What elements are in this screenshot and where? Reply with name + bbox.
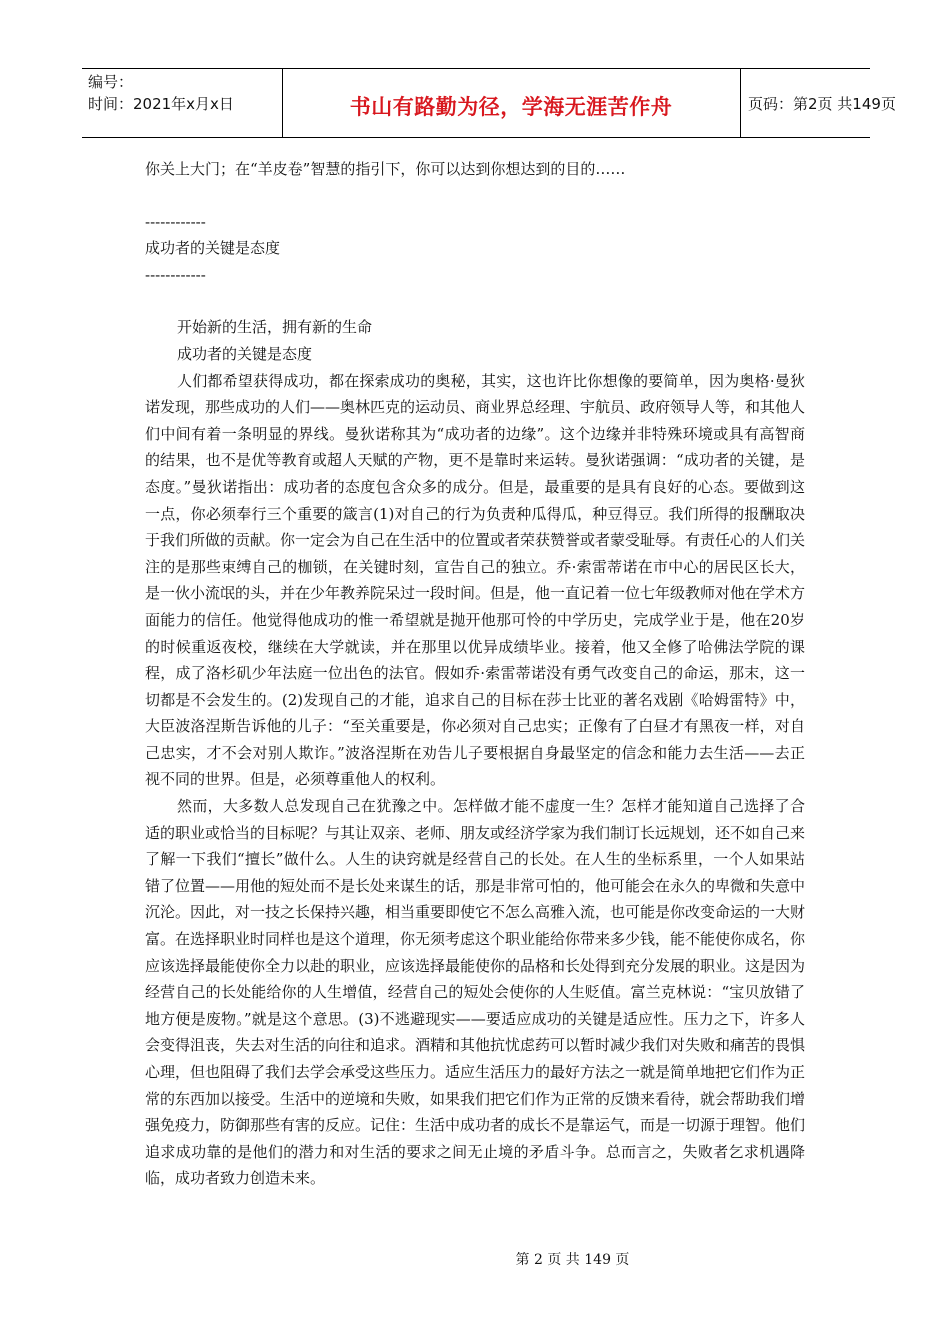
separator-bottom: ------------ <box>145 265 206 284</box>
header-page-info: 页码：第2页 共149页 <box>748 95 896 113</box>
body-paragraph: 然而，大多数人总发现自己在犹豫之中。怎样做才能不虚度一生？怎样才能知道自己选择了合适的职业或恰当的目标呢？与其让双亲、老师、朋友或经济学家为我们制订长远规划，还不如自己来了解一下我们“擅长”做什么。人生的诀窍就是经营自己的长处。在人生的坐标系里，一个人如果站错了位置——用他的短处而不是长处来谋生的话，那是非常可怕的，他可能会在永久的卑微和失意中沉沦。因此，对一技之长保持兴趣，相当重要即使它不怎么高雅入流，也可能是你改变命运的一大财富。在选择职业时同样也是这个道理，你无须考虑这个职业能给你带来多少钱，能不能使你成名，你应该选择最能使你全力以赴的职业，应该选择最能使你的品格和长处得到充分发展的职业。这是因为经营自己的长处能给你的人生增值，经营自己的短处会使你的人生贬值。富兰克林说：“宝贝放错了地方便是废物。”就是这个意思。(3)不逃避现实——要适应成功的关键是适应性。压力之下，许多人会变得沮丧，失去对生活的向往和追求。酒精和其他抗忧虑药可以暂时减少我们对失败和痛苦的畏惧心理，但也阻碍了我们去学会承受这些压力。适应生活压力的最好方法之一就是简单地把它们作为正常的东西加以接受。生活中的逆境和失败，如果我们把它们作为正常的反馈来看待，就会帮助我们增强免疫力，防御那些有害的反应。记住：生活中成功者的成长不是靠运气，而是一切源于理智。他们追求成功靠的是他们的潜力和对生活的要求之间无止境的矛盾斗争。总而言之，失败者乞求机遇降临，成功者致力创造未来。 <box>145 797 806 1188</box>
body-paragraph: 人们都希望获得成功，都在探索成功的奥秘，其实，这也许比你想像的要简单，因为奥格·曼狄诺发现，那些成功的人们——奥林匹克的运动员、商业界总经理、宇航员、政府领导人等，和其他人们中间有着一条明显的界线。曼狄诺称其为“成功者的边缘”。这个边缘并非特殊环境或具有高智商的结果，也不是优等教育或超人天赋的产物，更不是靠时来运转。曼狄诺强调：“成功者的关键，是态度。”曼狄诺指出：成功者的态度包含众多的成分。但是，最重要的是具有良好的心态。要做到这一点，你必须奉行三个重要的箴言(1)对自己的行为负责种瓜得瓜，种豆得豆。我们所得的报酬取决于我们所做的贡献。你一定会为自己在生活中的位置或者荣获赞誉或者蒙受耻辱。有责任心的人们关注的是那些束缚自己的枷锁，在关键时刻，宣告自己的独立。乔·索雷蒂诺在市中心的居民区长大，是一伙小流氓的头，并在少年教养院呆过一段时间。但是，他一直记着一位七年级教师对他在学术方面能力的信任。他觉得他成功的惟一希望就是抛开他那可怜的中学历史，完成学业于是，他在20岁的时候重返夜校，继续在大学就读，并在那里以优异成绩毕业。接着，他又全修了哈佛法学院的课程，成了洛杉矶少年法庭一位出色的法官。假如乔·索雷蒂诺没有勇气改变自己的命运，那末，这一切都是不会发生的。(2)发现自己的才能，追求自己的目标在莎士比亚的著名戏剧《哈姆雷特》中，大臣波洛涅斯告诉他的儿子：“至关重要是，你必须对自己忠实；正像有了白昼才有黑夜一样，对自己忠实，才不会对别人欺诈。”波洛涅斯在劝告儿子要根据自身最坚定的信念和能力去生活——去正视不同的世界。但是，必须尊重他人的权利。 <box>145 371 806 789</box>
document-time-label: 时间：2021年x月x日 <box>88 95 234 113</box>
document-body <box>145 156 805 1192</box>
footer-page-number: 第 2 页 共 149 页 <box>515 1252 630 1268</box>
header-motto: 书山有路勤为径，学海无涯苦作舟 <box>349 95 673 119</box>
page-footer <box>0 1249 950 1269</box>
separator-top: ------------ <box>145 212 206 231</box>
subtitle-attitude: 成功者的关键是态度 <box>177 344 313 363</box>
subtitle-new-life: 开始新的生活，拥有新的生命 <box>177 318 373 337</box>
header-page-cell <box>740 69 896 137</box>
section-heading: 成功者的关键是态度 <box>145 239 281 258</box>
header-meta-cell <box>82 69 283 137</box>
intro-line: 你关上大门；在“羊皮卷”智慧的指引下，你可以达到你想达到的目的…… <box>145 160 626 178</box>
page-header <box>82 68 896 138</box>
document-number-label: 编号： <box>88 73 134 91</box>
header-motto-cell <box>282 69 741 137</box>
